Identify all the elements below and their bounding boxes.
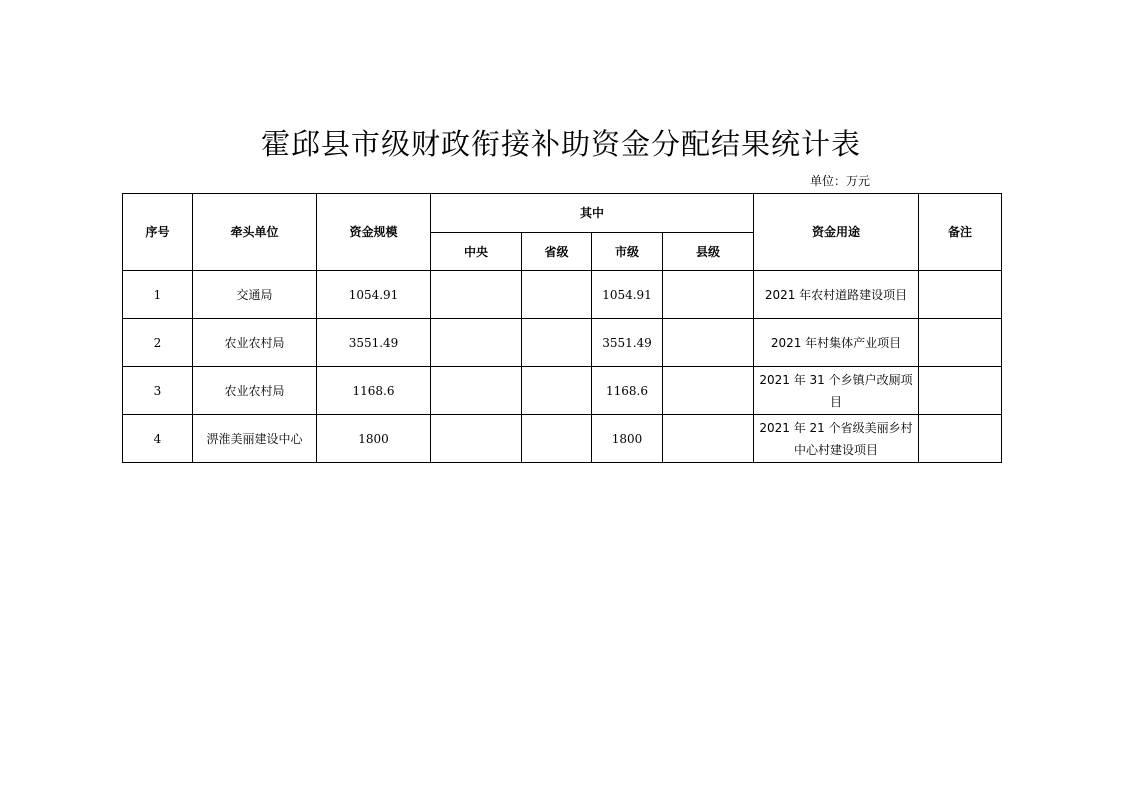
cell-purpose: 2021 年 31 个乡镇户改厕项目 [754,367,919,415]
header-purpose: 资金用途 [754,194,919,271]
cell-purpose: 2021 年 21 个省级美丽乡村中心村建设项目 [754,415,919,463]
table-row [123,415,1002,463]
header-municipal: 市级 [592,233,663,271]
cell-purpose: 2021 年农村道路建设项目 [754,271,919,319]
cell-seq: 3 [123,367,193,415]
cell-seq: 1 [123,271,193,319]
cell-central [431,415,522,463]
cell-remarks [919,271,1002,319]
table-row [123,319,1002,367]
cell-remarks [919,319,1002,367]
cell-county [663,415,754,463]
cell-seq: 2 [123,319,193,367]
header-lead-unit: 牵头单位 [193,194,317,271]
cell-municipal: 1168.6 [592,367,663,415]
cell-provincial [522,367,592,415]
unit-label: 单位：万元 [809,174,870,188]
header-fund-scale: 资金规模 [317,194,431,271]
cell-central [431,319,522,367]
cell-purpose: 2021 年村集体产业项目 [754,319,919,367]
cell-lead-unit: 农业农村局 [193,367,317,415]
cell-county [663,271,754,319]
cell-county [663,367,754,415]
header-seq: 序号 [123,194,193,271]
header-central: 中央 [431,233,522,271]
header-provincial: 省级 [522,233,592,271]
cell-provincial [522,319,592,367]
cell-provincial [522,271,592,319]
cell-municipal: 1800 [592,415,663,463]
cell-fund-scale: 1054.91 [317,271,431,319]
cell-remarks [919,367,1002,415]
cell-central [431,367,522,415]
cell-fund-scale: 1168.6 [317,367,431,415]
header-remarks: 备注 [919,194,1002,271]
cell-municipal: 1054.91 [592,271,663,319]
header-of-which: 其中 [431,194,754,233]
table-row [123,367,1002,415]
cell-fund-scale: 1800 [317,415,431,463]
cell-remarks [919,415,1002,463]
allocation-table [122,193,1002,463]
cell-seq: 4 [123,415,193,463]
cell-provincial [522,415,592,463]
table-row [123,271,1002,319]
page-title: 霍邱县市级财政衔接补助资金分配结果统计表 [260,127,861,161]
cell-municipal: 3551.49 [592,319,663,367]
cell-fund-scale: 3551.49 [317,319,431,367]
cell-lead-unit: 交通局 [193,271,317,319]
header-county: 县级 [663,233,754,271]
cell-lead-unit: 淠淮美丽建设中心 [193,415,317,463]
header-row-1 [123,194,1002,233]
cell-central [431,271,522,319]
cell-lead-unit: 农业农村局 [193,319,317,367]
cell-county [663,319,754,367]
